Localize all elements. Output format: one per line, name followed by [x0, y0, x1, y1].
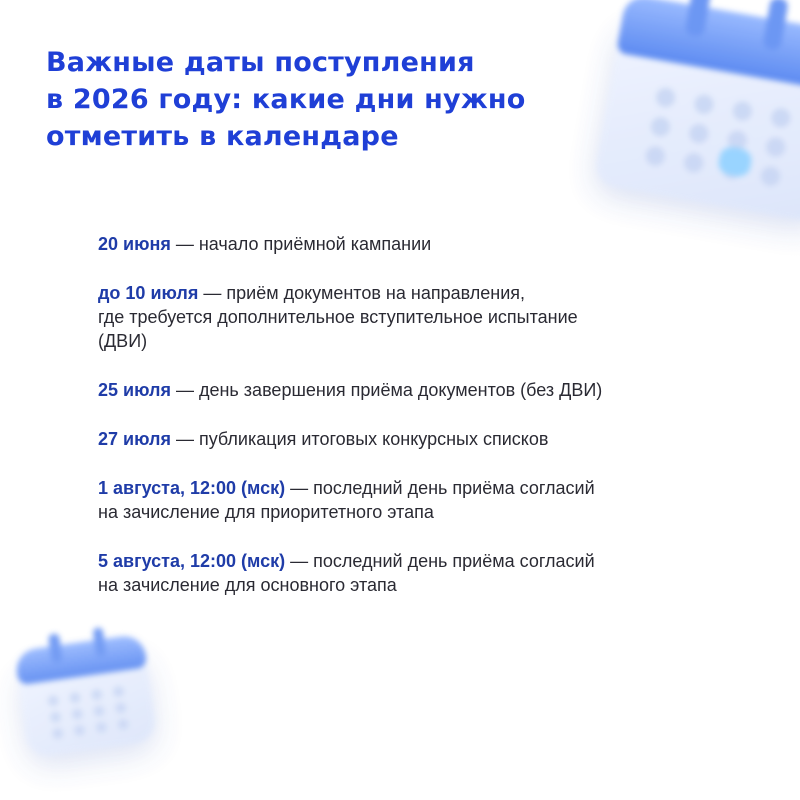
item-line: [98, 427, 738, 451]
item-line: [98, 378, 738, 402]
item-date: 25 июля: [98, 380, 171, 400]
item-text: — начало приёмной кампании: [175, 234, 432, 254]
item-text: (ДВИ): [98, 331, 148, 351]
page-title: [46, 44, 646, 155]
list-item: [98, 232, 738, 256]
item-text: где требуется дополнительное вступительное испытание: [98, 307, 578, 327]
item-text: — день завершения приёма документов (без ДВИ): [175, 380, 603, 400]
list-item: [98, 281, 738, 353]
item-text: — публикация итоговых конкурсных списков: [175, 429, 549, 449]
title-line: в 2026 году: какие дни нужно: [46, 84, 526, 115]
item-line: [98, 476, 738, 500]
dates-list: [98, 232, 738, 622]
item-date: 27 июля: [98, 429, 171, 449]
item-line: [98, 549, 738, 573]
calendar-icon: [12, 622, 157, 759]
item-date: 20 июня: [98, 234, 171, 254]
item-line: [98, 281, 738, 305]
list-item: [98, 476, 738, 524]
title-line: отметить в календаре: [46, 121, 399, 152]
title-line: Важные даты поступления: [46, 47, 475, 78]
item-line: [98, 232, 738, 256]
list-item: [98, 378, 738, 402]
item-date: 5 августа, 12:00 (мск): [98, 551, 286, 571]
item-text: — последний день приёма согласий: [290, 478, 595, 498]
item-text: — последний день приёма согласий: [290, 551, 595, 571]
item-date: до 10 июля: [98, 283, 199, 303]
item-text: на зачисление для приоритетного этапа: [98, 502, 434, 522]
item-text: — приём документов на направления,: [203, 283, 525, 303]
item-date: 1 августа, 12:00 (мск): [98, 478, 286, 498]
list-item: [98, 549, 738, 597]
list-item: [98, 427, 738, 451]
item-text: на зачисление для основного этапа: [98, 575, 397, 595]
